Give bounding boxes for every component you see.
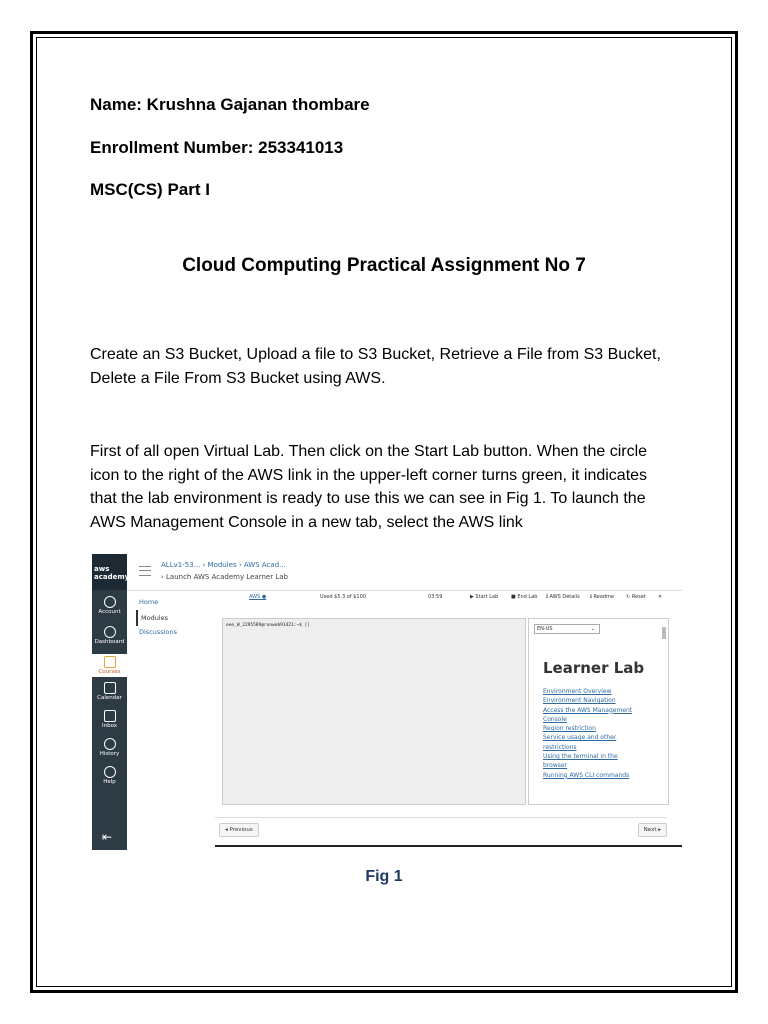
readme-link[interactable]: Environment Navigation bbox=[543, 697, 616, 705]
nav-courses[interactable]: Courses bbox=[92, 654, 127, 677]
class-line: MSC(CS) Part I bbox=[90, 180, 210, 199]
reset-button[interactable]: ↻ Reset bbox=[626, 594, 646, 600]
course-nav bbox=[136, 594, 214, 640]
nav-calendar[interactable]: Calendar bbox=[92, 682, 127, 701]
nav-history[interactable]: History bbox=[92, 738, 127, 757]
student-name: Name: Krushna Gajanan thombare bbox=[90, 95, 370, 114]
start-lab-button[interactable]: ▶ Start Lab bbox=[470, 594, 499, 600]
enrollment-number: Enrollment Number: 253341013 bbox=[90, 138, 344, 157]
calendar-icon bbox=[104, 682, 116, 694]
aws-details-button[interactable]: ℹ AWS Details bbox=[546, 594, 580, 600]
readme-link[interactable]: Access the AWS Management bbox=[543, 706, 633, 714]
account-icon bbox=[104, 596, 116, 608]
lab-timer: 03:59 bbox=[428, 594, 443, 600]
courses-icon bbox=[104, 656, 116, 668]
readme-link[interactable]: Using the terminal in the bbox=[543, 753, 618, 761]
collapse-nav-icon[interactable]: ⇤ bbox=[102, 830, 113, 844]
paragraph-line: that the lab environment is ready to use this we can see in Fig 1. To launch the bbox=[90, 490, 646, 507]
paragraph-line: Delete a File From S3 Bucket using AWS. bbox=[90, 369, 386, 387]
help-icon bbox=[104, 766, 116, 778]
task-paragraph bbox=[90, 343, 680, 390]
terminal-panel[interactable] bbox=[222, 618, 526, 805]
course-nav-discussions[interactable]: Discussions bbox=[139, 628, 177, 636]
readme-panel bbox=[528, 618, 669, 805]
breadcrumb[interactable]: ALLv1-53... › Modules › AWS Acad... bbox=[161, 561, 286, 569]
inbox-icon bbox=[104, 710, 116, 722]
previous-button[interactable]: ◂ Previous bbox=[219, 823, 259, 837]
readme-link[interactable]: restrictions bbox=[543, 743, 577, 751]
readme-link[interactable]: Running AWS CLI commands bbox=[543, 771, 630, 779]
menu-icon[interactable] bbox=[139, 566, 151, 576]
close-icon[interactable]: ✕ bbox=[658, 594, 663, 600]
budget-status: Used $5.3 of $100 bbox=[320, 594, 366, 600]
dashboard-icon bbox=[104, 626, 116, 638]
readme-links bbox=[543, 687, 658, 780]
figure-bottom-rule bbox=[215, 845, 682, 847]
breadcrumb-current: › Launch AWS Academy Learner Lab bbox=[161, 573, 288, 581]
paragraph-line: Create an S3 Bucket, Upload a file to S3 Bucket, Retrieve a File from S3 Bucket, bbox=[90, 346, 661, 363]
nav-help[interactable]: Help bbox=[92, 766, 127, 785]
readme-link[interactable]: browser bbox=[543, 762, 568, 770]
language-select[interactable]: EN-US ⌄ bbox=[534, 624, 600, 634]
readme-link[interactable]: Console bbox=[543, 715, 567, 723]
terminal-prompt: eee_W_2295589@runweb91421:~$ [] bbox=[226, 623, 310, 628]
nav-inbox[interactable]: Inbox bbox=[92, 710, 127, 729]
readme-title: Learner Lab bbox=[543, 659, 645, 677]
paragraph-line: icon to the right of the AWS link in the upper-left corner turns green, it indicates bbox=[90, 466, 648, 484]
end-lab-button[interactable]: ■ End Lab bbox=[511, 594, 538, 600]
figure-screenshot bbox=[92, 554, 682, 850]
aws-link[interactable]: AWS ● bbox=[249, 594, 267, 600]
lab-toolbar bbox=[220, 591, 667, 603]
paragraph-line: AWS Management Console in a new tab, select the AWS link bbox=[90, 513, 523, 531]
readme-link[interactable]: Service usage and other bbox=[543, 734, 617, 742]
paragraph-line: First of all open Virtual Lab. Then click on the Start Lab button. When the circle bbox=[90, 443, 648, 460]
course-nav-home[interactable]: Home bbox=[139, 598, 159, 606]
assignment-title: Cloud Computing Practical Assignment No 7 bbox=[182, 255, 586, 276]
readme-link[interactable]: Region restriction bbox=[543, 725, 596, 733]
nav-account[interactable]: Account bbox=[92, 596, 127, 615]
figure-caption: Fig 1 bbox=[365, 868, 403, 885]
aws-academy-logo: aws academy bbox=[92, 554, 127, 590]
module-footer bbox=[215, 817, 667, 840]
readme-link[interactable]: Environment Overview bbox=[543, 688, 612, 695]
next-button[interactable]: Next ▸ bbox=[638, 823, 667, 837]
nav-dashboard[interactable]: Dashboard bbox=[92, 626, 127, 645]
instructions-paragraph bbox=[90, 440, 680, 534]
history-icon bbox=[104, 738, 116, 750]
chevron-down-icon: ⌄ bbox=[590, 626, 595, 632]
course-header bbox=[127, 554, 682, 591]
readme-button[interactable]: ℹ Readme bbox=[590, 594, 614, 600]
course-nav-modules[interactable]: Modules bbox=[136, 610, 214, 626]
scrollbar[interactable] bbox=[662, 627, 666, 639]
global-nav bbox=[92, 554, 130, 850]
